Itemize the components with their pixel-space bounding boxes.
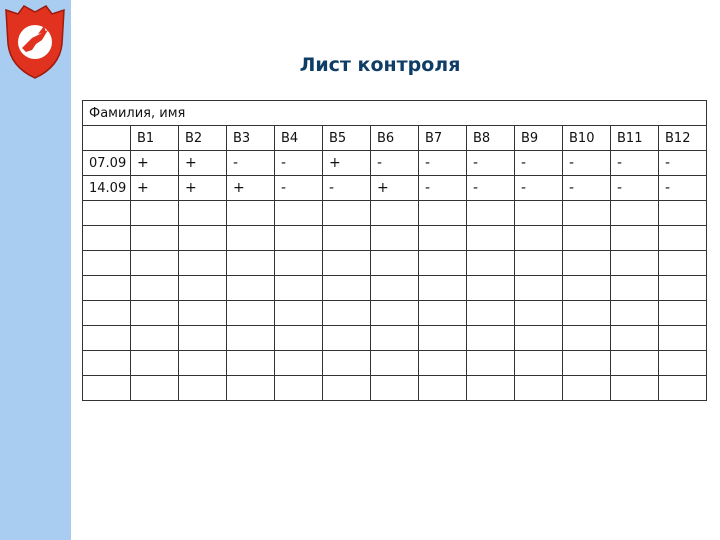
empty-cell (371, 301, 419, 326)
column-header: В6 (371, 126, 419, 151)
empty-cell (659, 276, 707, 301)
empty-row (83, 276, 707, 301)
empty-cell (131, 201, 179, 226)
empty-cell (467, 276, 515, 301)
empty-cell (275, 251, 323, 276)
empty-cell (227, 351, 275, 376)
empty-cell (323, 351, 371, 376)
mark-cell: - (515, 176, 563, 201)
mark-cell: - (515, 151, 563, 176)
mark-cell: - (467, 176, 515, 201)
empty-cell (323, 301, 371, 326)
mark-cell: - (563, 176, 611, 201)
corner-cell (83, 126, 131, 151)
date-cell: 07.09 (83, 151, 131, 176)
empty-cell (659, 376, 707, 401)
mark-cell: - (467, 151, 515, 176)
empty-cell (563, 301, 611, 326)
empty-cell (131, 276, 179, 301)
empty-cell (419, 326, 467, 351)
column-header: В8 (467, 126, 515, 151)
empty-cell (371, 376, 419, 401)
empty-row (83, 251, 707, 276)
empty-cell (83, 326, 131, 351)
empty-cell (659, 226, 707, 251)
empty-cell (419, 376, 467, 401)
empty-cell (371, 326, 419, 351)
mark-cell: + (179, 151, 227, 176)
empty-cell (611, 326, 659, 351)
empty-cell (275, 201, 323, 226)
empty-cell (371, 201, 419, 226)
empty-cell (467, 301, 515, 326)
column-header: В3 (227, 126, 275, 151)
control-table (82, 100, 707, 401)
empty-cell (515, 251, 563, 276)
empty-cell (515, 326, 563, 351)
mark-cell: - (275, 151, 323, 176)
column-header: В4 (275, 126, 323, 151)
mark-cell: - (323, 176, 371, 201)
empty-cell (371, 251, 419, 276)
mark-cell: + (131, 151, 179, 176)
empty-cell (563, 326, 611, 351)
empty-cell (83, 376, 131, 401)
empty-row (83, 301, 707, 326)
empty-cell (515, 226, 563, 251)
left-sidebar-strip (0, 0, 71, 540)
empty-row (83, 326, 707, 351)
empty-cell (419, 201, 467, 226)
empty-cell (131, 226, 179, 251)
empty-cell (275, 276, 323, 301)
empty-row (83, 201, 707, 226)
empty-cell (275, 351, 323, 376)
empty-cell (467, 201, 515, 226)
empty-cell (227, 326, 275, 351)
empty-cell (563, 201, 611, 226)
empty-cell (515, 301, 563, 326)
empty-cell (131, 251, 179, 276)
empty-cell (275, 376, 323, 401)
empty-cell (83, 201, 131, 226)
empty-cell (419, 251, 467, 276)
empty-cell (419, 276, 467, 301)
surname-label: Фамилия, имя (83, 101, 707, 126)
empty-cell (467, 251, 515, 276)
empty-cell (371, 351, 419, 376)
empty-cell (227, 376, 275, 401)
empty-cell (275, 326, 323, 351)
empty-cell (563, 276, 611, 301)
empty-cell (563, 226, 611, 251)
empty-cell (275, 226, 323, 251)
empty-cell (467, 376, 515, 401)
empty-cell (323, 201, 371, 226)
empty-cell (227, 276, 275, 301)
empty-cell (563, 251, 611, 276)
empty-cell (611, 251, 659, 276)
mark-cell: - (611, 176, 659, 201)
mark-cell: - (419, 176, 467, 201)
empty-cell (419, 301, 467, 326)
mark-cell: + (227, 176, 275, 201)
empty-cell (611, 376, 659, 401)
column-header: В11 (611, 126, 659, 151)
empty-cell (611, 201, 659, 226)
empty-cell (515, 376, 563, 401)
mark-cell: - (371, 151, 419, 176)
surname-row (83, 101, 707, 126)
empty-cell (131, 301, 179, 326)
empty-cell (83, 351, 131, 376)
empty-row (83, 376, 707, 401)
empty-cell (563, 351, 611, 376)
empty-cell (563, 376, 611, 401)
empty-cell (83, 226, 131, 251)
empty-cell (131, 326, 179, 351)
empty-cell (515, 276, 563, 301)
empty-cell (323, 326, 371, 351)
mark-cell: + (323, 151, 371, 176)
table-row (83, 176, 707, 201)
column-header: В1 (131, 126, 179, 151)
empty-cell (227, 201, 275, 226)
empty-cell (179, 326, 227, 351)
column-header: В12 (659, 126, 707, 151)
mark-cell: + (131, 176, 179, 201)
mark-cell: - (659, 151, 707, 176)
empty-cell (179, 201, 227, 226)
empty-cell (419, 226, 467, 251)
column-header: В2 (179, 126, 227, 151)
empty-cell (179, 226, 227, 251)
empty-cell (179, 251, 227, 276)
page-title: Лист контроля (299, 54, 461, 76)
empty-cell (659, 326, 707, 351)
mark-cell: - (419, 151, 467, 176)
empty-cell (323, 226, 371, 251)
mark-cell: - (659, 176, 707, 201)
column-header: В10 (563, 126, 611, 151)
column-header: В5 (323, 126, 371, 151)
mark-cell: + (371, 176, 419, 201)
empty-cell (179, 276, 227, 301)
empty-cell (227, 251, 275, 276)
empty-row (83, 351, 707, 376)
mark-cell: + (179, 176, 227, 201)
empty-cell (179, 351, 227, 376)
empty-row (83, 226, 707, 251)
column-header: В9 (515, 126, 563, 151)
column-header-row (83, 126, 707, 151)
empty-cell (83, 276, 131, 301)
empty-cell (131, 376, 179, 401)
mark-cell: - (227, 151, 275, 176)
empty-cell (371, 276, 419, 301)
empty-cell (131, 351, 179, 376)
mark-cell: - (275, 176, 323, 201)
empty-cell (515, 351, 563, 376)
mark-cell: - (611, 151, 659, 176)
empty-cell (227, 226, 275, 251)
column-header: В7 (419, 126, 467, 151)
empty-cell (659, 201, 707, 226)
empty-cell (467, 226, 515, 251)
empty-cell (83, 301, 131, 326)
empty-cell (515, 201, 563, 226)
empty-cell (275, 301, 323, 326)
empty-cell (323, 376, 371, 401)
empty-cell (611, 351, 659, 376)
empty-cell (179, 376, 227, 401)
empty-cell (659, 301, 707, 326)
date-cell: 14.09 (83, 176, 131, 201)
empty-cell (611, 226, 659, 251)
empty-cell (467, 326, 515, 351)
empty-cell (419, 351, 467, 376)
empty-cell (371, 226, 419, 251)
empty-cell (323, 251, 371, 276)
empty-cell (323, 276, 371, 301)
empty-cell (83, 251, 131, 276)
empty-cell (611, 301, 659, 326)
empty-cell (659, 251, 707, 276)
empty-cell (659, 351, 707, 376)
table-row (83, 151, 707, 176)
empty-cell (611, 276, 659, 301)
empty-cell (179, 301, 227, 326)
empty-cell (467, 351, 515, 376)
empty-cell (227, 301, 275, 326)
mark-cell: - (563, 151, 611, 176)
